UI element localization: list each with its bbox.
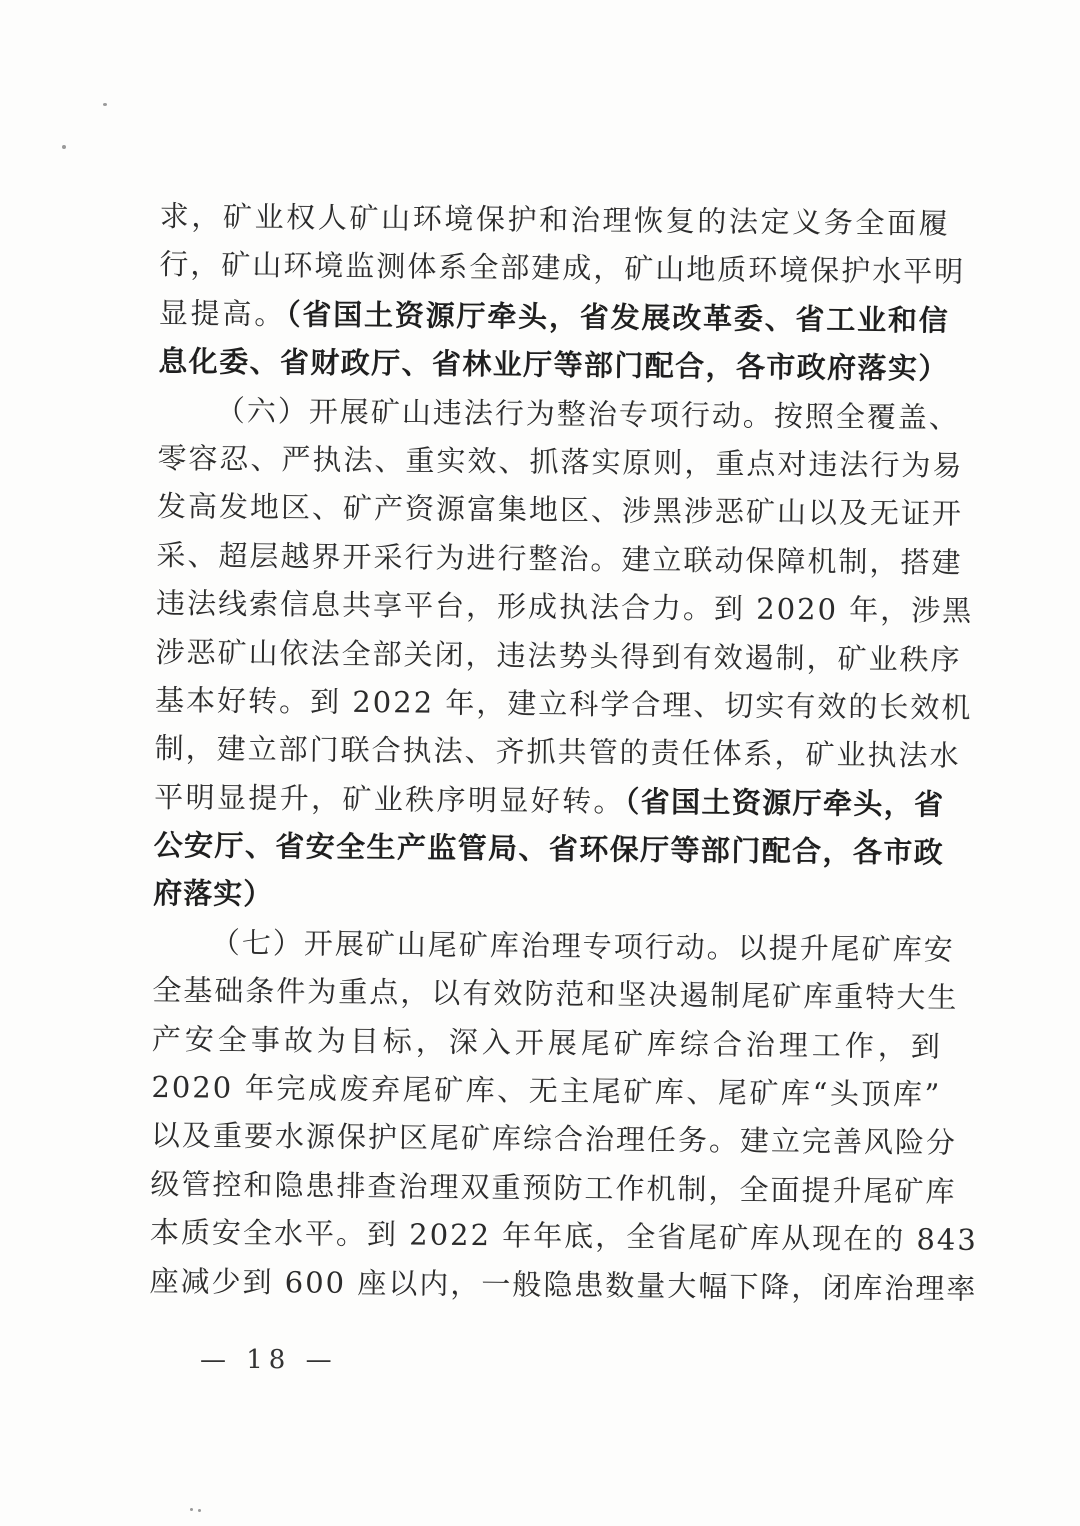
body-text: [149, 192, 978, 1313]
text-segment: 平明显提升，矿业秩序明显好转。: [154, 779, 626, 819]
text-segment: 制，建立部门联合执法、齐抓共管的责任体系，矿业执法水: [154, 731, 961, 774]
text-segment: 发高发地区、矿产资源富集地区、涉黑涉恶矿山以及无证开: [156, 489, 964, 532]
speck: [198, 1509, 201, 1512]
text-line: [154, 773, 944, 829]
text-line: [156, 482, 964, 538]
text-segment: 涉恶矿山依法全部关闭，违法势头得到有效遏制，矿业秩序: [155, 634, 962, 677]
text-line: [149, 1257, 978, 1313]
text-line: [155, 627, 962, 683]
text-segment: 求，矿业权人矿山环境保护和治理恢复的法定义务全面履: [159, 198, 950, 241]
page-number: — 18 —: [200, 1345, 338, 1375]
text-line: [150, 1111, 958, 1167]
text-segment: （七）开展矿山尾矿库治理专项行动。以提升尾矿库安: [210, 925, 955, 967]
text-segment: 显提高。: [158, 295, 287, 331]
bold-text-segment: 息化委、省财政厅、省林业厅等部门配合，各市政府落实）: [158, 344, 949, 386]
text-segment: 全基础条件为重点，以有效防范和坚决遏制尾矿库重特大生: [152, 973, 959, 1015]
bold-text-segment: 府落实）: [153, 876, 274, 912]
text-line: [149, 1208, 978, 1264]
text-line: [153, 918, 955, 974]
text-line: [158, 386, 961, 442]
text-segment: 产安全事故为目标，深入开展尾矿库综合治理工作，到: [151, 1021, 942, 1064]
speck: [103, 103, 107, 106]
text-segment: （六）开展矿山违法行为整治专项行动。按照全覆盖、: [215, 393, 961, 435]
text-segment: 违法线索信息共享平台，形成执法合力。到 2020 年，涉黑: [155, 586, 974, 628]
text-segment: 座减少到 600 座以内，一般隐患数量大幅下降，闭库治理率: [149, 1263, 978, 1306]
speck: [190, 1508, 193, 1511]
text-line: [154, 676, 973, 732]
text-segment: 基本好转。到 2022 年，建立科学合理、切实有效的长效机: [154, 682, 973, 725]
text-line: [160, 192, 950, 248]
text-line: [155, 579, 974, 635]
speck: [62, 145, 66, 149]
text-segment: 本质安全水平。到 2022 年年底，全省尾矿库从现在的 843: [149, 1215, 978, 1258]
text-segment: 以及重要水源保护区尾矿库综合治理任务。建立完善风险分: [150, 1118, 958, 1161]
text-segment: 2020 年完成废弃尾矿库、无主尾矿库、尾矿库“头顶库”: [151, 1069, 942, 1112]
text-segment: 级管控和隐患排查治理双重预防工作机制，全面提升尾矿库: [150, 1166, 957, 1209]
text-segment: 采、超层越界开采行为进行整治。建立联动保障机制，搭建: [156, 537, 963, 580]
text-segment: 行，矿山环境监测体系全部建成，矿山地质环境保护水平明: [159, 247, 966, 290]
text-line: [157, 434, 964, 490]
text-line: [151, 1063, 941, 1119]
text-line: [152, 1015, 942, 1071]
text-segment: 零容忍、严执法、重实效、抓落实原则，重点对违法行为易: [157, 440, 964, 483]
bold-text-segment: 公安厅、省安全生产监管局、省环保厅等部门配合，各市政: [153, 828, 944, 870]
bold-text-segment: （省国土资源厅牵头，省: [624, 784, 945, 822]
text-line: [158, 337, 948, 393]
text-line: [152, 966, 959, 1022]
text-line: [159, 289, 949, 345]
text-line: [156, 531, 963, 587]
text-line: [153, 821, 943, 877]
text-line: [159, 240, 966, 296]
bold-text-segment: （省国土资源厅牵头，省发展改革委、省工业和信: [285, 296, 949, 338]
text-line: [153, 869, 943, 925]
text-line: [150, 1160, 957, 1216]
text-line: [154, 724, 961, 780]
